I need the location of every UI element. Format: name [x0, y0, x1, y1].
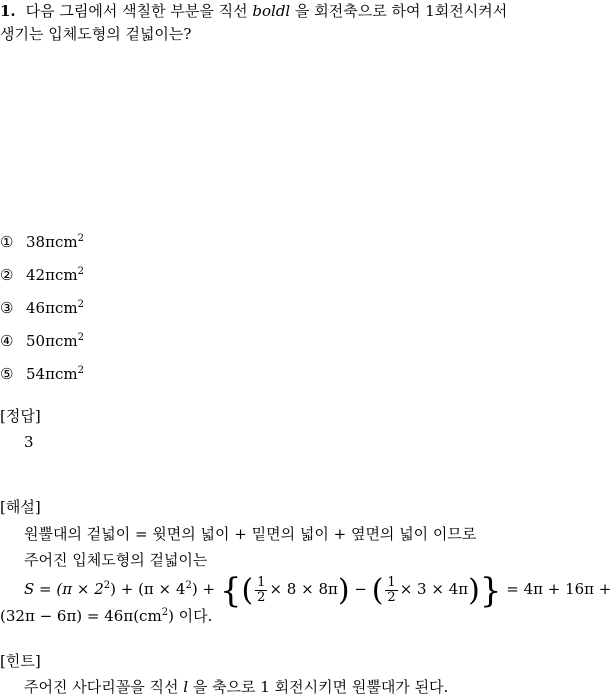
eq-line4: (32π − 6π) = 46π(cm [0, 607, 162, 625]
fraction-2-den: 2 [387, 589, 396, 605]
question-text-a: 다음 그림에서 색칠한 부분을 직선 [25, 2, 248, 20]
choice-exponent: 2 [77, 266, 84, 277]
explanation-line-4 [0, 606, 212, 626]
choice-exponent: 2 [77, 332, 84, 343]
left-brace: { [219, 571, 242, 611]
hint-variable: l [183, 678, 189, 696]
eq-f: = 4π + 16π + [506, 580, 611, 598]
right-brace: } [479, 571, 502, 611]
axis-variable: boldl [252, 2, 291, 20]
eq-c: × 8 × 8π [269, 580, 338, 598]
choice-value: 54πcm [26, 365, 78, 383]
question-line-2: 생기는 입체도형의 겉넓이는? [0, 25, 192, 43]
hint-text-b: 을 축으로 1 회전시키면 원뿔대가 된다. [192, 678, 449, 696]
choice-3[interactable] [0, 298, 84, 318]
right-paren-2: ) [468, 573, 480, 608]
choice-mark: ① [0, 233, 14, 251]
choice-1[interactable] [0, 232, 84, 252]
eq-exp-1: 2 [103, 580, 111, 591]
right-paren-1: ) [337, 573, 350, 608]
choice-exponent: 2 [77, 365, 84, 376]
choice-mark: ② [0, 266, 14, 284]
choice-2[interactable] [0, 265, 84, 285]
choice-mark: ④ [0, 332, 14, 350]
fraction-2-num: 1 [387, 574, 396, 590]
eq-b: ) + [191, 580, 216, 598]
eq-start: S = (π × 2 [24, 580, 104, 598]
question-line-1 [0, 1, 507, 21]
choice-value: 42πcm [26, 266, 78, 284]
eq-e: × 3 × 4π [399, 580, 469, 598]
eq-exp-3: 2 [161, 607, 169, 618]
explanation-line-1: 원뿔대의 겉넓이 = 윗면의 넓이 + 밑면의 넓이 + 옆면의 넓이 이므로 [24, 525, 477, 543]
choice-exponent: 2 [77, 299, 84, 310]
left-paren-2: ( [371, 573, 384, 608]
explanation-heading: [해설] [0, 498, 41, 516]
eq-line4-end: ) 이다. [168, 607, 213, 625]
fraction-2 [385, 576, 397, 605]
answer-heading: [정답] [0, 407, 41, 425]
choice-4[interactable] [0, 331, 84, 351]
left-paren-1: ( [241, 573, 254, 608]
answer-value: 3 [24, 433, 34, 451]
choice-mark: ③ [0, 299, 14, 317]
fraction-1-num: 1 [257, 574, 266, 590]
question-number: 1. [0, 2, 16, 20]
eq-exp-2: 2 [185, 580, 192, 591]
hint-line-1 [24, 677, 448, 697]
fraction-1 [255, 576, 267, 605]
hint-text-a: 주어진 사다리꼴을 직선 [24, 678, 179, 696]
fraction-1-den: 2 [257, 589, 266, 605]
choice-exponent: 2 [77, 233, 84, 244]
question-text-b: 을 회전축으로 하여 1회전시켜서 [295, 2, 508, 20]
choice-value: 38πcm [26, 233, 78, 251]
choice-value: 50πcm [26, 332, 78, 350]
choice-mark: ⑤ [0, 365, 14, 383]
eq-a: ) + (π × 4 [110, 580, 186, 598]
explanation-line-2: 주어진 입체도형의 겉넓이는 [24, 551, 208, 569]
hint-heading: [힌트] [0, 652, 41, 670]
explanation-equation [24, 571, 611, 611]
choice-5[interactable] [0, 364, 84, 384]
eq-d: − [354, 580, 367, 598]
choice-value: 46πcm [26, 299, 78, 317]
